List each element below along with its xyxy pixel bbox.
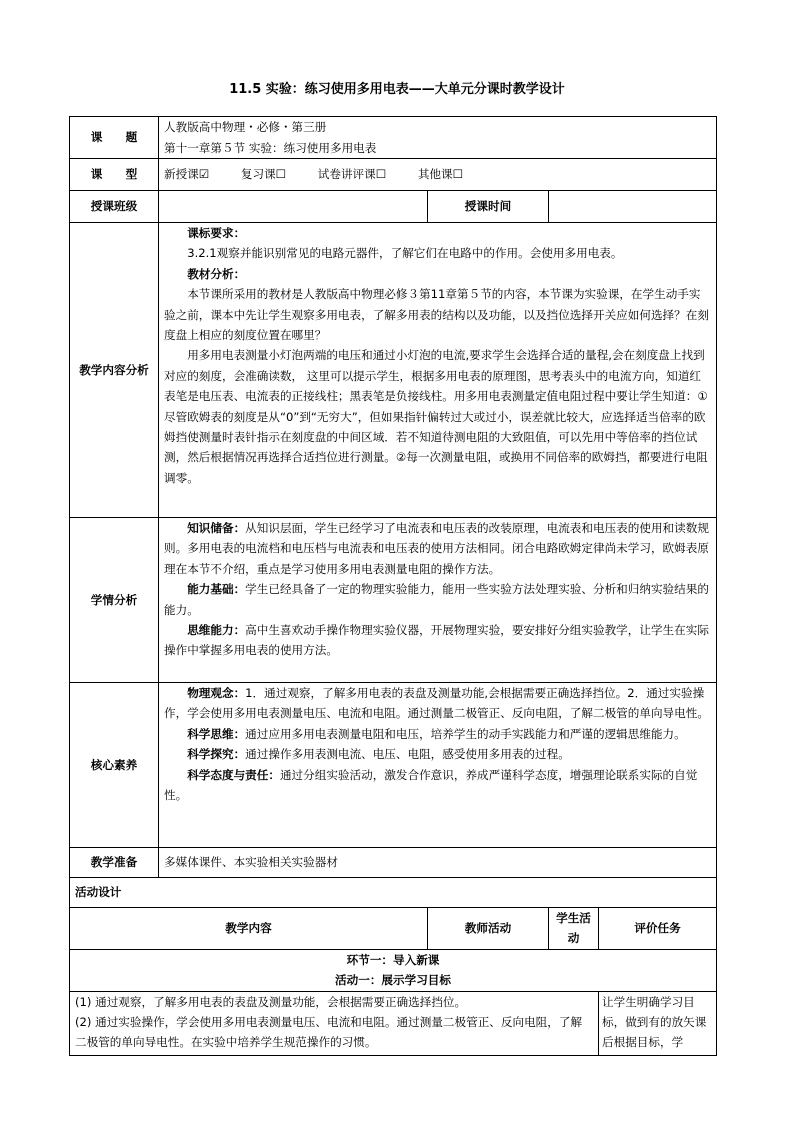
literacy-label: 核心素养: [70, 683, 159, 848]
goal-evaluation: 让学生明确学习目标，做到有的放矢课后根据目标，学: [599, 991, 717, 1055]
prep-label: 教学准备: [70, 848, 159, 878]
textbook-title: 教材分析：: [187, 266, 246, 281]
topic-label: 课 题: [70, 117, 159, 159]
inquiry-text: 通过操作多用表测电流、电压、电阻，感受使用多用表的过程。: [245, 747, 570, 762]
header-student: 学生活动: [549, 908, 599, 950]
attitude-text: 通过分组实验活动，激发合作意识，养成严谨科学态度，增强理论联系实际的自觉性。: [164, 767, 698, 803]
content-analysis: [159, 223, 717, 518]
textbook-paragraph-2: 用多用电表测量小灯泡两端的电压和通过小灯泡的电流,要求学生会选择合适的量程,会在刻度盘上找到对应的刻度，会准确读数， 这里可以提示学生，根据多用电表的原理图，思考表头中的电流方向，知道红表笔是电压表、电流表的正接线柱；黑表笔是负接线柱。用多用电表测量定值电阻过程中要让学生知道：①尽管欧姆表的刻度是从“0”到“无穷大”，但如果指针偏转过大或过小，误差就比较大，应选择适当倍率的欧姆挡使测量时表针指示在刻度盘的中间区域．若不知道待测电阻的大致阻值，可以先用中等倍率的挡位试测，然后根据情况再选择合适挡位进行测量。②每一次测量电阻，或换用不同倍率的欧姆挡，都要进行电阻调零。: [164, 348, 708, 485]
concept-paragraph: [164, 683, 711, 724]
section-heading: [70, 949, 717, 991]
type-label: 课 型: [70, 159, 159, 191]
requirement-text: 3.2.1观察并能识别常见的电路元器件，了解它们在电路中的作用。会使用多用电表。: [187, 246, 623, 261]
science-thinking-text: 通过应用多用电表测量电阻和电压，培养学生的动手实践能力和严谨的逻辑思维能力。: [245, 726, 686, 741]
thinking-title: 思维能力：: [187, 623, 246, 638]
lesson-plan-table: [69, 116, 717, 1056]
ability-paragraph: [164, 579, 711, 620]
header-content: 教学内容: [70, 908, 428, 950]
page-title: 11.5 实验：练习使用多用电表——大单元分课时教学设计: [229, 82, 565, 97]
type-option-other: 其他课☐: [417, 167, 463, 182]
inquiry-title: 科学探究：: [187, 747, 246, 762]
ability-text: 学生已经具备了一定的物理实验能力，能用一些实验方法处理实验、分析和归纳实验结果的能力。: [164, 582, 709, 617]
class-value: [159, 191, 428, 223]
science-thinking-title: 科学思维：: [187, 726, 246, 741]
goal-1: (1) 通过观察，了解多用电表的表盘及测量功能，会根据需要正确选择挡位。: [75, 994, 467, 1009]
time-label: 授课时间: [428, 191, 549, 223]
topic-line-2: 第十一章第５节 实验：练习使用多用电表: [164, 140, 377, 155]
topic-value: [159, 117, 717, 159]
section-title: 环节一：导入新课: [346, 952, 440, 967]
type-option-review: 复习课☐: [240, 167, 287, 182]
topic-line-1: 人教版高中物理・必修・第三册: [164, 120, 327, 135]
learning-goals: [70, 991, 599, 1055]
concept-text: 1．通过观察，了解多用电表的表盘及测量功能,会根据需要正确选择挡位。2．通过实验操作，学会使用多用电表测量电压、电流和电阻。通过测量二极管正、反向电阻，了解二极管的单向导电性。: [164, 686, 709, 721]
knowledge-paragraph: [164, 518, 711, 579]
header-teacher: 教师活动: [428, 908, 549, 950]
activity-label: 活动设计: [70, 878, 717, 908]
requirement-title: 课标要求：: [187, 226, 246, 240]
students-label: 学情分析: [70, 518, 159, 683]
students-analysis: [159, 518, 717, 683]
thinking-paragraph: [164, 620, 711, 661]
inquiry-paragraph: [164, 744, 711, 764]
textbook-paragraph-1: 本节课所采用的教材是人教版高中物理必修３第11章第５节的内容，本节课为实验课，在学生动手实验之前，课本中先让学生观察多用电表，了解多用表的结构以及功能，以及挡位选择开关应如何选择？在刻度盘上相应的刻度位置在哪里？: [164, 287, 709, 343]
thinking-text: 高中生喜欢动手操作物理实验仪器，开展物理实验，要安排好分组实验教学，让学生在实际操作中掌握多用电表的使用方法。: [164, 623, 709, 658]
prep-text: 多媒体课件、本实验相关实验器材: [159, 848, 717, 878]
concept-title: 物理观念：: [187, 686, 246, 700]
time-value: [549, 191, 717, 223]
class-label: 授课班级: [70, 191, 159, 223]
knowledge-title: 知识储备：: [187, 521, 246, 535]
knowledge-text: 从知识层面，学生已经学习了电流表和电压表的改装原理，电流表和电压表的使用和读数规则。多用电表的电流档和电压档与电流表和电压表的使用方法相同。闭合电路欧姆定律尚未学习，欧姆表原理在本节不介绍，重点是学习使用多用电表测量电阻的操作方法。: [164, 521, 709, 576]
goal-2: (2) 通过实验操作，学会使用多用电表测量电压、电流和电阻。通过测量二极管正、反向电阻，了解二极管的单向导电性。在实验中培养学生规范操作的习惯。: [75, 1015, 583, 1050]
attitude-paragraph: [164, 765, 711, 806]
type-option-new: 新授课☑: [164, 167, 210, 182]
attitude-title: 科学态度与责任：: [187, 767, 280, 782]
type-options: [159, 159, 717, 191]
activity-title: 活动一：展示学习目标: [335, 973, 451, 988]
thinking-literacy-paragraph: [164, 724, 711, 744]
header-evaluation: 评价任务: [599, 908, 717, 950]
type-option-exam: 试卷讲评课☐: [317, 167, 387, 182]
ability-title: 能力基础：: [187, 582, 246, 597]
content-label: 教学内容分析: [70, 223, 159, 518]
core-literacy: [159, 683, 717, 848]
